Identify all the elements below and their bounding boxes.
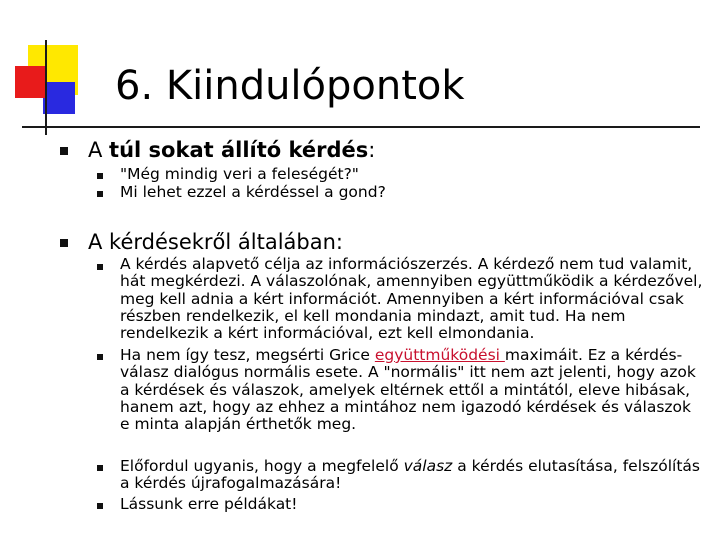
point2-sub2-end: maximáit. Ez a kérdés-válasz dialógus normális esete. A "normális" itt nem azt jelenti, hogy azok a kérdések és válaszok, amelyek eltérnek ettől a mintától, eleve hibásak, hanem azt, hogy az ehhez a mintához nem igazodó kérdések és válaszok e minta alapján érthetők meg. xyxy=(120,346,696,434)
bullet-square-icon xyxy=(60,239,68,247)
sub-bullet-icon xyxy=(97,191,103,197)
decor-blue-square xyxy=(43,82,75,114)
point2-sub2-start: Ha nem így tesz, megsérti Grice xyxy=(120,346,375,364)
sub-bullet-icon xyxy=(97,465,103,471)
sub-bullet-icon xyxy=(97,354,103,360)
sub-bullet-icon xyxy=(97,173,103,179)
decor-red-square xyxy=(15,66,47,98)
point2-sub1: A kérdés alapvető célja az információszerzés. A kérdező nem tud valamit, hát megkérdezi. A válaszolónak, amennyiben együttműködik a kérdezővel, meg kell adnia a kért információt. Amennyiben a kért információval csak részben rendelkezik, el kell mondania mindazt, amit tud. Ha nem rendelkezik a kért információval, ezt kell elmondania. xyxy=(120,255,703,343)
point1-prefix: A xyxy=(88,138,110,162)
sub-bullet-icon xyxy=(97,503,103,509)
point2-sub3-end: a kérdés elutasítása, felszólítás a kérdés újrafogalmazására! xyxy=(120,457,700,493)
point2-sub3-start: Előfordul ugyanis, hogy a megfelelő xyxy=(120,457,404,475)
point2-label: A kérdésekről általában: xyxy=(88,230,343,254)
point2-sub3-italic: válasz xyxy=(403,457,453,475)
point2-sub4: Lássunk erre példákat! xyxy=(120,495,298,513)
decor-horizontal-line xyxy=(22,126,700,128)
point1-suffix: : xyxy=(368,138,376,162)
point1-sub1: "Még mindig veri a feleségét?" xyxy=(120,165,359,183)
point1-sub2: Mi lehet ezzel a kérdéssel a gond? xyxy=(120,183,386,201)
decor-vertical-line xyxy=(45,40,47,135)
point1-bold: túl sokat állító kérdés xyxy=(109,138,369,162)
sub-bullet-icon xyxy=(97,264,103,270)
point1-text xyxy=(88,137,375,163)
bullet-square-icon xyxy=(60,147,68,155)
point2-sub2 xyxy=(120,347,705,433)
grice-link[interactable]: együttműködési xyxy=(374,346,505,364)
slide-title: 6. Kiindulópontok xyxy=(115,63,465,109)
point2-sub3 xyxy=(120,458,705,493)
